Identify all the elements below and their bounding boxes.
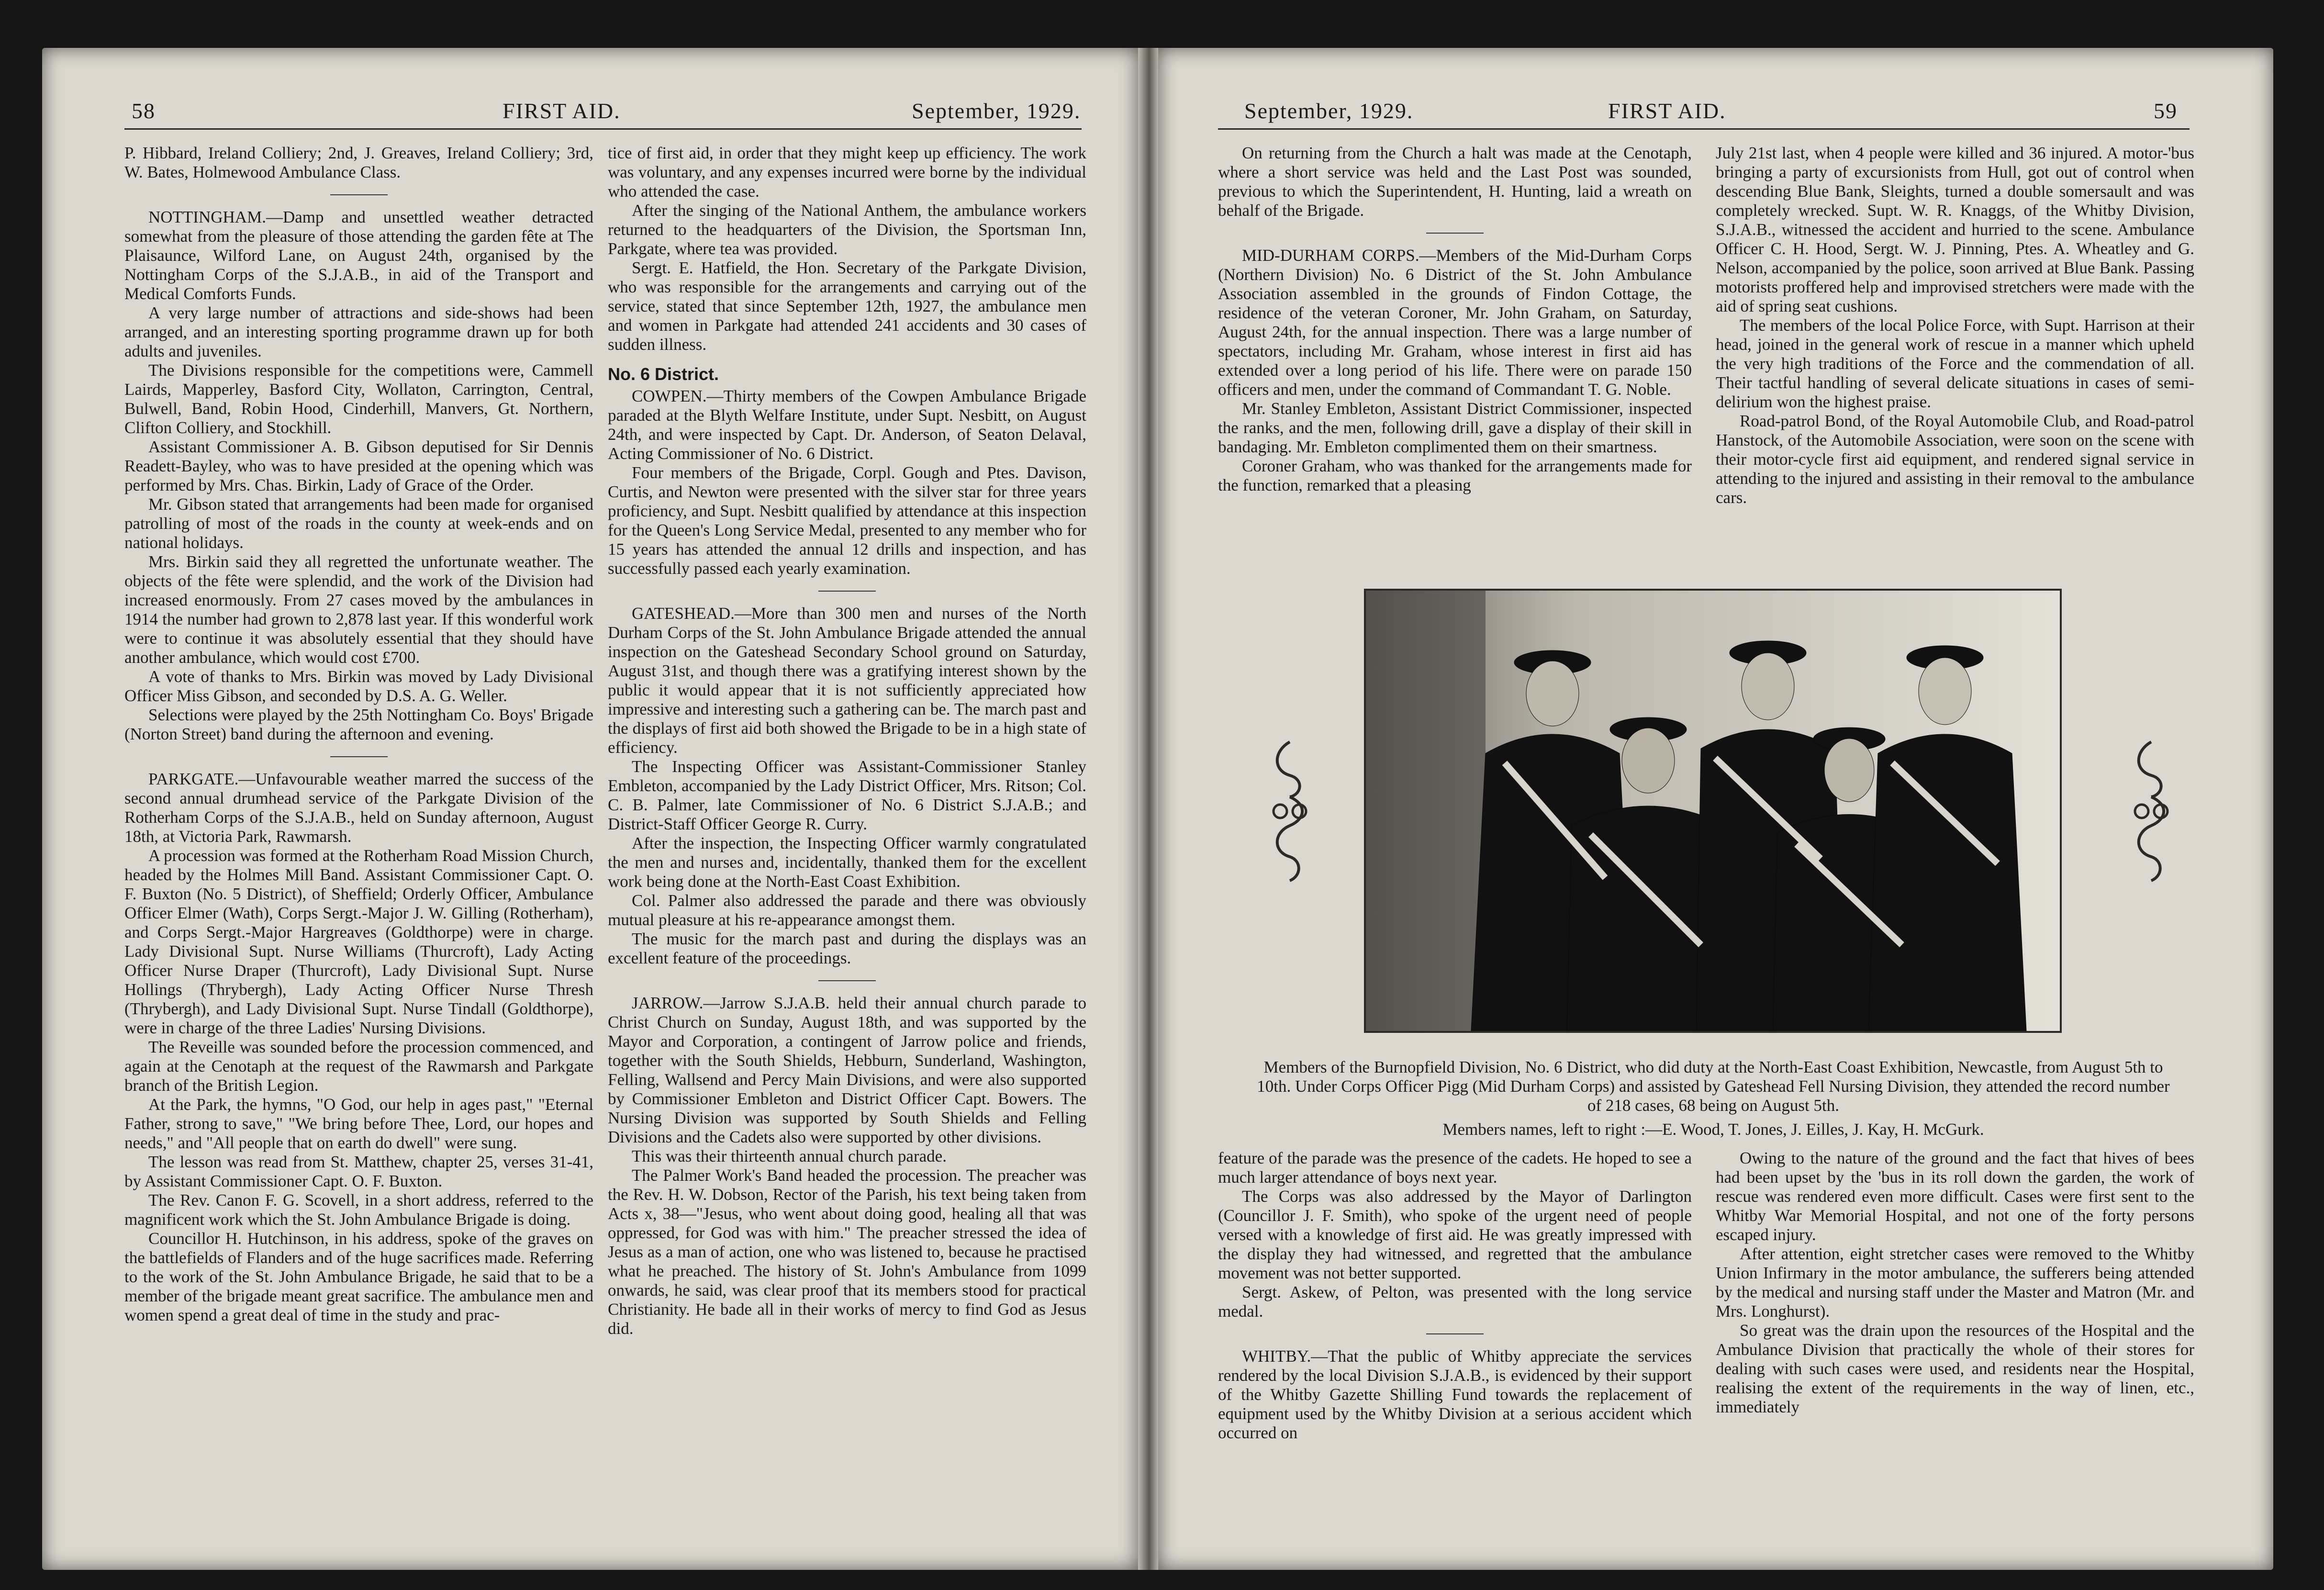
paragraph: Mr. Gibson stated that arrangements had been made for organised patrolling of most of the roads in the county at week-ends and on national holidays. [124,495,593,552]
paragraph: Four members of the Brigade, Corpl. Gough and Ptes. Davison, Curtis, and Newton were presented with the silver star for three years proficiency, and Supt. Nesbitt qualified by attendance at this inspection for the Queen's Long Service Medal, presented to any member who for 15 years has attended the annual 12 drills and inspection, and has successfully passed each yearly examination. [608,463,1086,578]
paragraph: COWPEN.—Thirty members of the Cowpen Ambulance Brigade paraded at the Blyth Welfare Institute, under Supt. Nesbitt, on August 24th, and were inspected by Capt. Dr. Anderson, of Seaton Delaval, Acting Commissioner of No. 6 District. [608,387,1086,463]
paragraph: Mrs. Birkin said they all regretted the unfortunate weather. The objects of the fête were splendid, and the work of the Division had increased enormously. From 27 cases moved by the ambulances in 1914 the number had grown to 2,878 last year. If this wonderful work were to continue it was absolutely essential that they should have another ambulance, which would cost £700. [124,552,593,667]
paragraph: Col. Palmer also addressed the parade and there was obviously mutual pleasure at his re-appearance amongst them. [608,891,1086,929]
paragraph: JARROW.—Jarrow S.J.A.B. held their annual church parade to Christ Church on Sunday, August 18th, and was supported by the Mayor and Corporation, a contingent of Jarrow police and friends, together with the South Shields, Hebburn, Sunderland, Washington, Felling, Wallsend and Percy Main Divisions, and were also supported by Commissioner Embleton and District Officer Capt. Bowers. The Nursing Division was supported by South Shields and Felling Divisions and the Cadets also were supported by other divisions. [608,994,1086,1146]
paragraph: Coroner Graham, who was thanked for the arrangements made for the function, remarked that a pleasing [1218,457,1692,494]
left-page-date: September, 1929. [912,99,1081,123]
paragraph: Owing to the nature of the ground and the fact that hives of bees had been upset by the 'bus in its roll down the garden, the work of rescue was rendered even more difficult. Cases were first sent to the Whitby War Memorial Hospital, and not one of the forty persons escaped injury. [1716,1149,2194,1244]
section-separator [1426,1333,1484,1334]
right-column-1-bottom [1218,1149,1692,1443]
paragraph: Sergt. E. Hatfield, the Hon. Secretary of the Parkgate Division, who was responsible for the arrangements and carrying out of the service, stated that since September 12th, 1927, the ambulance men and women in Parkgate had attended 241 accidents and 30 cases of sudden illness. [608,258,1086,354]
left-page-title: FIRST AID. [503,99,621,123]
paragraph: Sergt. Askew, of Pelton, was presented with the long service medal. [1218,1283,1692,1321]
right-column-2-top [1716,144,2194,507]
right-header-rule [1218,128,2190,130]
paragraph: MID-DURHAM CORPS.—Members of the Mid-Durham Corps (Northern Division) No. 6 District of the St. John Ambulance Association assembled in the grounds of Findon Cottage, the residence of the veteran Coroner, Mr. John Graham, on Saturday, August 24th, for the annual inspection. There was a large number of spectators, including Mr. Graham, whose interest in first aid has extended over a long period of his life. There were on parade 150 officers and men, under the command of Commandant T. G. Noble. [1218,246,1692,399]
paragraph: July 21st last, when 4 people were killed and 36 injured. A motor-'bus bringing a party of excursionists from Hull, got out of control when descending Blue Bank, Sleights, turned a double somersault and was completely wrecked. Supt. W. R. Knaggs, of the Whitby Division, S.J.A.B., witnessed the accident and hurried to the scene. Ambulance Officer C. H. Hood, Sergt. W. J. Pinning, Ptes. A. Wheatley and G. Nelson, accompanied by the police, soon arrived at Blue Bank. Passing motorists proffered help and improvised stretchers were made with the aid of spring seat cushions. [1716,144,2194,315]
paragraph: The music for the march past and during the displays was an excellent feature of the proceedings. [608,929,1086,967]
paragraph: Mr. Stanley Embleton, Assistant District Commissioner, inspected the ranks, and the men, following drill, gave a display of their skill in bandaging. Mr. Embleton complimented them on their smartness. [1218,399,1692,456]
paragraph: Assistant Commissioner A. B. Gibson deputised for Sir Dennis Readett-Bayley, who was to have presided at the opening which was performed by Mrs. Chas. Birkin, Lady of Grace of the Order. [124,437,593,494]
paragraph: A very large number of attractions and side-shows had been arranged, and an interesting sporting programme drawn up for both adults and juveniles. [124,303,593,360]
paragraph: The lesson was read from St. Matthew, chapter 25, verses 31-41, by Assistant Commissioner Capt. O. F. Buxton. [124,1153,593,1190]
section-separator [818,980,876,981]
right-column-1-top [1218,144,1692,495]
paragraph: After attention, eight stretcher cases were removed to the Whitby Union Infirmary in the motor ambulance, the sufferers being attended by the medical and nursing staff under the Master and Matron (Mr. and Mrs. Longhurst). [1716,1244,2194,1321]
paragraph: Road-patrol Bond, of the Royal Automobile Club, and Road-patrol Hanstock, of the Automobile Association, were soon on the scene with their motor-cycle first aid equipment, and rendered signal service in attending to the injured and assisting in their removal to the ambulance cars. [1716,412,2194,507]
right-page-date: September, 1929. [1244,99,1414,123]
paragraph: GATESHEAD.—More than 300 men and nurses of the North Durham Corps of the St. John Ambulance Brigade attended the annual inspection on the Gateshead Secondary School ground on Saturday, August 31st, and though there was a gratifying interest shown by the public it would appear that it is not sufficiently appreciated how impressive and interesting such a gathering can be. The march past and the displays of first aid both showed the Brigade to be in a high state of efficiency. [608,604,1086,757]
paragraph: The Corps was also addressed by the Mayor of Darlington (Councillor J. F. Smith), who spoke of the urgent need of people versed with a knowledge of first aid. He was greatly impressed with the display they had witnessed, and regretted that the ambulance movement was not better supported. [1218,1187,1692,1282]
left-header-rule [124,128,1082,130]
section-separator [1426,233,1484,234]
caption-description: Members of the Burnopfield Division, No. 6 District, who did duty at the North-East Coast Exhibition, Newcastle, from August 5th to 10th. Under Corps Officer Pigg (Mid Durham Corps) and assisted by Gateshead Fell Nursing Division, they attended the record number of 218 cases, 68 being on August 5th. [1257,1058,2170,1115]
paragraph: WHITBY.—That the public of Whitby appreciate the services rendered by the local Division S.J.A.B., is evidenced by their support of the Whitby Gazette Shilling Fund towards the replacement of equipment used by the Whitby Division at a serious accident which occurred on [1218,1347,1692,1442]
right-scroll-ornament-icon [2125,737,2178,885]
paragraph: After the inspection, the Inspecting Officer warmly congratulated the men and nurses and, incidentally, thanked them for the excellent work being done at the North-East Coast Exhibition. [608,834,1086,891]
paragraph: So great was the drain upon the resources of the Hospital and the Ambulance Division that practically the whole of their stores for dealing with such cases were used, and residents near the Hospital, realising the extent of the requirements in the way of linen, etc., immediately [1716,1321,2194,1416]
paragraph: The Rev. Canon F. G. Scovell, in a short address, referred to the magnificent work which the St. John Ambulance Brigade is doing. [124,1191,593,1229]
paragraph: A procession was formed at the Rotherham Road Mission Church, headed by the Holmes Mill Band. Assistant Commissioner Capt. O. F. Buxton (No. 5 District), of Sheffield; Orderly Officer, Ambulance Officer Elmer (Wath), Corps Sergt.-Major J. W. Gilling (Rotherham), and Corps Sergt.-Major Hargreaves (Goldthorpe) were in charge. Lady Divisional Supt. Nurse Williams (Thurcroft), Lady Acting Officer Nurse Draper (Thurcroft), Lady Divisional Supt. Nurse Hollings (Thrybergh), Lady Acting Officer Nurse Thresh (Thrybergh), and Lady Divisional Supt. Nurse Tindall (Goldthorpe), were in charge of the three Ladies' Nursing Divisions. [124,846,593,1037]
paragraph: Councillor H. Hutchinson, in his address, spoke of the graves on the battlefields of Flanders and of the huge sacrifices made. Referring to the work of the St. John Ambulance Brigade, he said that to be a member of the brigade meant great sacrifice. The ambulance men and women spend a great deal of time in the study and prac- [124,1229,593,1324]
book-gutter [1138,48,1158,1570]
caption-names: Members names, left to right :—E. Wood, T. Jones, J. Eilles, J. Kay, H. McGurk. [1442,1120,1984,1139]
paragraph: After the singing of the National Anthem, the ambulance workers returned to the headquarters of the Division, the Sportsman Inn, Parkgate, where tea was provided. [608,201,1086,258]
paragraph: PARKGATE.—Unfavourable weather marred the success of the second annual drumhead service of the Parkgate Division of the Rotherham Corps of the S.J.A.B., held on Sunday afternoon, August 18th, at Victoria Park, Rawmarsh. [124,770,593,846]
paragraph: The Reveille was sounded before the procession commenced, and again at the Cenotaph at the request of the Rawmarsh and Parkgate branch of the British Legion. [124,1038,593,1095]
paragraph: The Palmer Work's Band headed the procession. The preacher was the Rev. H. W. Dobson, Rector of the Parish, his text being taken from Acts x, 38—"Jesus, who went about doing good, healing all that was oppressed, for God was with him." The preacher stressed the idea of Jesus as a man of action, one who was listened to, because he practised what he preached. The history of St. John's Ambulance from 1099 onwards, he said, was clear proof that its members stood for practical Christianity. He bade all in their works of mercy to find God as Jesus did. [608,1166,1086,1338]
paragraph: Selections were played by the 25th Nottingham Co. Boys' Brigade (Norton Street) band during the afternoon and evening. [124,705,593,743]
left-column-1 [124,144,593,1325]
section-separator [330,756,388,757]
right-column-2-bottom [1716,1149,2194,1417]
paragraph: feature of the parade was the presence of the cadets. He hoped to see a much larger attendance of boys next year. [1218,1149,1692,1187]
right-page-number: 59 [2154,99,2178,123]
paragraph: The Inspecting Officer was Assistant-Commissioner Stanley Embleton, accompanied by the Lady District Officer, Mrs. Ritson; Col. C. B. Palmer, late Commissioner of No. 6 District S.J.A.B.; and District-Staff Officer George R. Curry. [608,757,1086,833]
left-column-2 [608,144,1086,1338]
paragraph: NOTTINGHAM.—Damp and unsettled weather detracted somewhat from the pleasure of those attending the garden fête at The Plaisaunce, Wilford Lane, on August 24th, organised by the Nottingham Corps of the S.J.A.B., in aid of the Transport and Medical Comforts Funds. [124,208,593,303]
paragraph: A vote of thanks to Mrs. Birkin was moved by Lady Divisional Officer Miss Gibson, and seconded by D.S. A. G. Weller. [124,667,593,705]
paragraph: The Divisions responsible for the competitions were, Cammell Lairds, Mapperley, Basford City, Wollaton, Carrington, Central, Bulwell, Band, Robin Hood, Cinderhill, Manvers, Gt. Northern, Clifton Colliery, and Stockhill. [124,361,593,437]
group-photograph [1364,589,2062,1033]
section-separator [818,591,876,592]
section-heading: No. 6 District. [608,364,719,384]
paragraph: The members of the local Police Force, with Supt. Harrison at their head, joined in the general work of rescue in a manner which upheld the very high traditions of the Force and the commendation of all. Their tactful handling of several delicate situations in cases of semi-delirium won the highest praise. [1716,316,2194,411]
paragraph: This was their thirteenth annual church parade. [632,1147,947,1165]
right-page-title: FIRST AID. [1608,99,1726,123]
paragraph: On returning from the Church a halt was made at the Cenotaph, where a short service was held and the Last Post was sounded, previous to which the Superintendent, H. Hunting, laid a wreath on behalf of the Brigade. [1218,144,1692,220]
paragraph: P. Hibbard, Ireland Colliery; 2nd, J. Greaves, Ireland Colliery; 3rd, W. Bates, Holmewood Ambulance Class. [124,144,593,181]
left-page-number: 58 [132,99,156,123]
left-scroll-ornament-icon [1263,737,1316,885]
photo-caption [1249,1058,2178,1144]
section-separator [330,194,388,195]
paragraph: tice of first aid, in order that they might keep up efficiency. The work was voluntary, and any expenses incurred were borne by the individual who attended the case. [608,144,1086,201]
paragraph: At the Park, the hymns, "O God, our help in ages past," "Eternal Father, strong to save," "We bring before Thee, Lord, our hopes and needs," and "All people that on earth do dwell" were sung. [124,1095,593,1152]
